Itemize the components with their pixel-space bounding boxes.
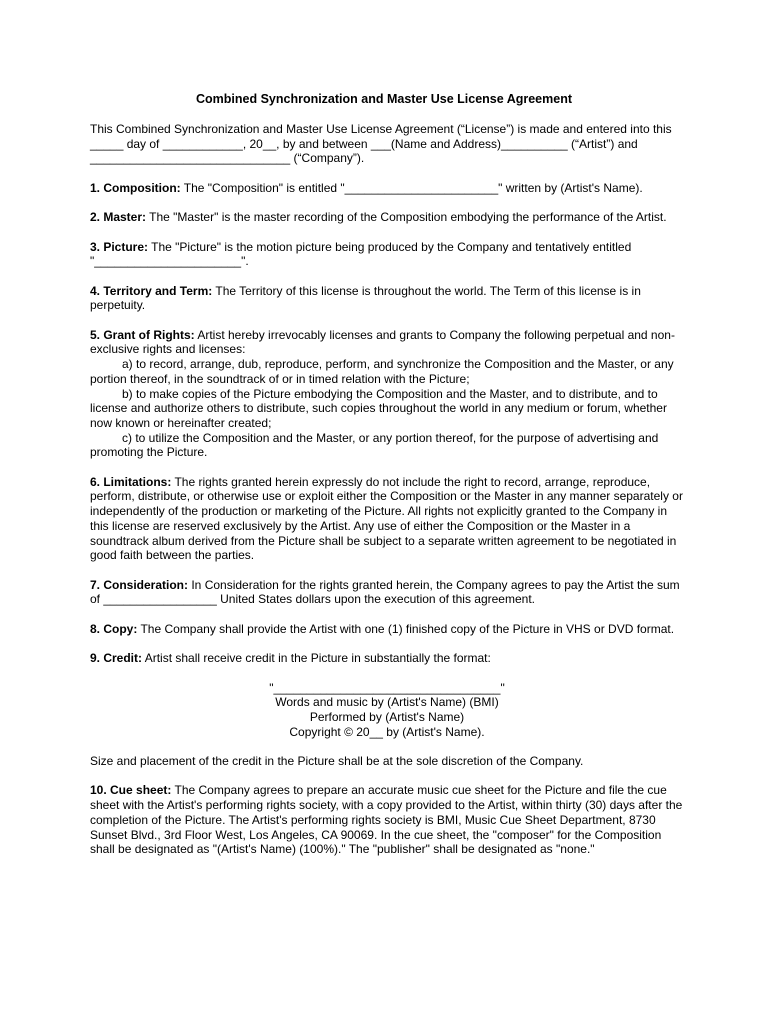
credit-performed-by: Performed by (Artist's Name): [309, 709, 465, 724]
credit-title-line: "__________________________________": [269, 680, 505, 695]
section-heading: 6. Limitations:: [90, 474, 172, 489]
section-text: The Territory of this license is throughout the world. The Term of this license is in perpetuity.: [90, 283, 641, 313]
section-heading: 4. Territory and Term:: [90, 283, 213, 298]
credit-copyright: Copyright © 20__ by (Artist's Name).: [289, 724, 485, 739]
section-heading: 7. Consideration:: [90, 577, 189, 592]
section-grant-of-rights: [90, 328, 684, 460]
section-text: The "Master" is the master recording of the Composition embodying the performance of the Artist.: [146, 210, 667, 225]
grant-item-c: c) to utilize the Composition and the Master, or any portion thereof, for the purpose of advertising and promoting the Picture.: [90, 430, 659, 460]
grant-item-a: a) to record, arrange, dub, reproduce, perform, and synchronize the Composition and the Master, or any portion thereof, in the soundtrack of or in timed relation with the Picture;: [90, 357, 674, 386]
section-picture: [90, 240, 684, 269]
credit-note: Size and placement of the credit in the Picture shall be at the sole discretion of the Company.: [90, 754, 584, 769]
credit-block: [90, 681, 684, 740]
section-heading: 3. Picture:: [90, 239, 149, 254]
section-text: The rights granted herein expressly do not include the right to record, arrange, reproduce, perform, distribute, or otherwise use or exploit either the Composition or the Master in any manner separately or independently of the production or marketing of the Picture. All rights not explicitly granted to the Company in this license are reserved exclusively by the Artist. Any use of either the Composition or the Master in a soundtrack album derived from the Picture shall be subject to a separate written agreement to be negotiated in good faith between the parties.: [90, 474, 683, 563]
section-text: The "Picture" is the motion picture being produced by the Company and tentatively entitled "______________________".: [90, 239, 632, 269]
section-limitations: [90, 475, 684, 563]
document-body: [90, 122, 684, 872]
section-text: Artist hereby irrevocably licenses and grants to Company the following perpetual and non- exclusive rights and licenses:: [90, 327, 675, 357]
section-text: The "Composition" is entitled "_______________________" written by (Artist's Name).: [180, 180, 643, 195]
section-consideration: [90, 578, 684, 607]
section-text: The Company agrees to prepare an accurate music cue sheet for the Picture and file the cue sheet with the Artist's performing rights society, with a copy provided to the Artist, within thirty (30) days after the completion of the Picture. The Artist's performing rights society is BMI, Music Cue Sheet Department, 8730 Sunset Blvd., 3rd Floor West, Los Angeles, CA 90069. In the cue sheet, the "composer" for the Composition shall be designated as "(Artist's Name) (100%)." The "publisher" shall be designated as "none.": [90, 783, 683, 857]
section-text: In Consideration for the rights granted herein, the Company agrees to pay the Artist the sum of _________________ United States dollars upon the execution of this agreement.: [90, 577, 680, 607]
section-text: The Company shall provide the Artist with one (1) finished copy of the Picture in VHS or DVD format.: [137, 621, 675, 636]
section-heading: 10. Cue sheet:: [90, 783, 172, 798]
intro-paragraph: This Combined Synchronization and Master Use License Agreement (“License”) is made and entered into this _____ day of ____________, 20__, by and between ___(Name and Address)__________ (“Artist”) and ______________________________ (“Company”).: [90, 122, 672, 166]
credit-words-music: Words and music by (Artist's Name) (BMI): [275, 695, 499, 710]
section-composition: [90, 181, 684, 196]
section-heading: 2. Master:: [90, 210, 147, 225]
section-master: [90, 210, 684, 225]
grant-item-b: b) to make copies of the Picture embodying the Composition and the Master, and to distribute, and to license and authorize others to distribute, such copies throughout the world in any medium or forum, whether now known or hereinafter created;: [90, 386, 667, 430]
section-territory-term: [90, 284, 684, 313]
section-cue-sheet: [90, 783, 684, 857]
document-title: Combined Synchronization and Master Use License Agreement: [195, 92, 572, 106]
section-credit: [90, 651, 684, 666]
section-heading: 1. Composition:: [90, 180, 181, 195]
section-copy: [90, 622, 684, 637]
section-heading: 8. Copy:: [90, 621, 138, 636]
section-heading: 5. Grant of Rights:: [90, 327, 195, 342]
section-heading: 9. Credit:: [90, 651, 143, 666]
section-text: Artist shall receive credit in the Picture in substantially the format:: [142, 651, 491, 666]
